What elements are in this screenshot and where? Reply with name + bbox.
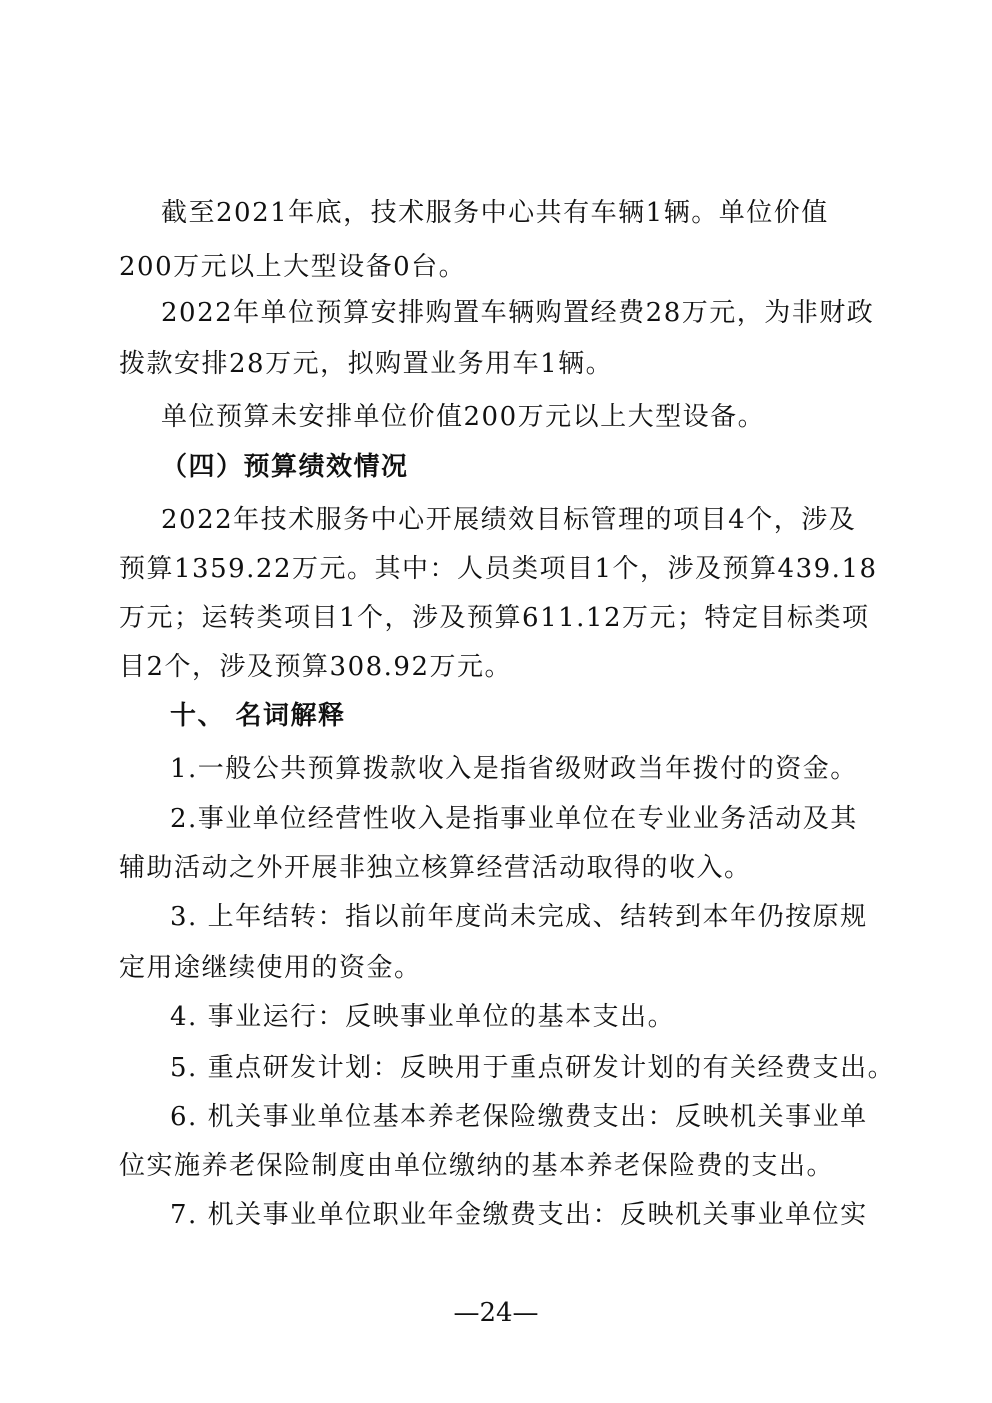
glossary-item-2-line-1: 2.事业单位经营性收入是指事业单位在专业业务活动及其: [170, 804, 858, 834]
glossary-item-1: 1.一般公共预算拨款收入是指省级财政当年拨付的资金。: [170, 754, 858, 784]
section-heading-performance: （四）预算绩效情况: [161, 452, 409, 482]
glossary-item-3-line-2: 定用途继续使用的资金。: [119, 953, 422, 983]
glossary-item-4: 4. 事业运行：反映事业单位的基本支出。: [170, 1002, 676, 1032]
glossary-item-5: 5. 重点研发计划：反映用于重点研发计划的有关经费支出。: [170, 1053, 896, 1083]
vehicle-count-line-2: 200万元以上大型设备0台。: [119, 252, 467, 282]
performance-line-2: 预算1359.22万元。其中：人员类项目1个，涉及预算439.18: [119, 554, 878, 584]
performance-line-3: 万元；运转类项目1个，涉及预算611.12万元；特定目标类项: [119, 603, 870, 633]
performance-line-4: 目2个，涉及预算308.92万元。: [119, 652, 513, 682]
large-equipment-line: 单位预算未安排单位价值200万元以上大型设备。: [161, 402, 766, 432]
purchase-budget-line-2: 拨款安排28万元，拟购置业务用车1辆。: [119, 349, 614, 379]
glossary-item-7-line-1: 7. 机关事业单位职业年金缴费支出：反映机关事业单位实: [170, 1200, 868, 1230]
section-heading-glossary: 十、 名词解释: [170, 701, 346, 731]
vehicle-count-line-1: 截至2021年底，技术服务中心共有车辆1辆。单位价值: [161, 198, 829, 228]
glossary-item-2-line-2: 辅助活动之外开展非独立核算经营活动取得的收入。: [119, 853, 752, 883]
glossary-item-6-line-1: 6. 机关事业单位基本养老保险缴费支出：反映机关事业单: [170, 1102, 868, 1132]
performance-line-1: 2022年技术服务中心开展绩效目标管理的项目4个，涉及: [161, 505, 857, 535]
glossary-item-3-line-1: 3. 上年结转：指以前年度尚未完成、结转到本年仍按原规: [170, 902, 868, 932]
glossary-item-6-line-2: 位实施养老保险制度由单位缴纳的基本养老保险费的支出。: [119, 1151, 835, 1181]
page-number: —24—: [453, 1298, 539, 1328]
purchase-budget-line-1: 2022年单位预算安排购置车辆购置经费28万元，为非财政: [161, 298, 875, 328]
